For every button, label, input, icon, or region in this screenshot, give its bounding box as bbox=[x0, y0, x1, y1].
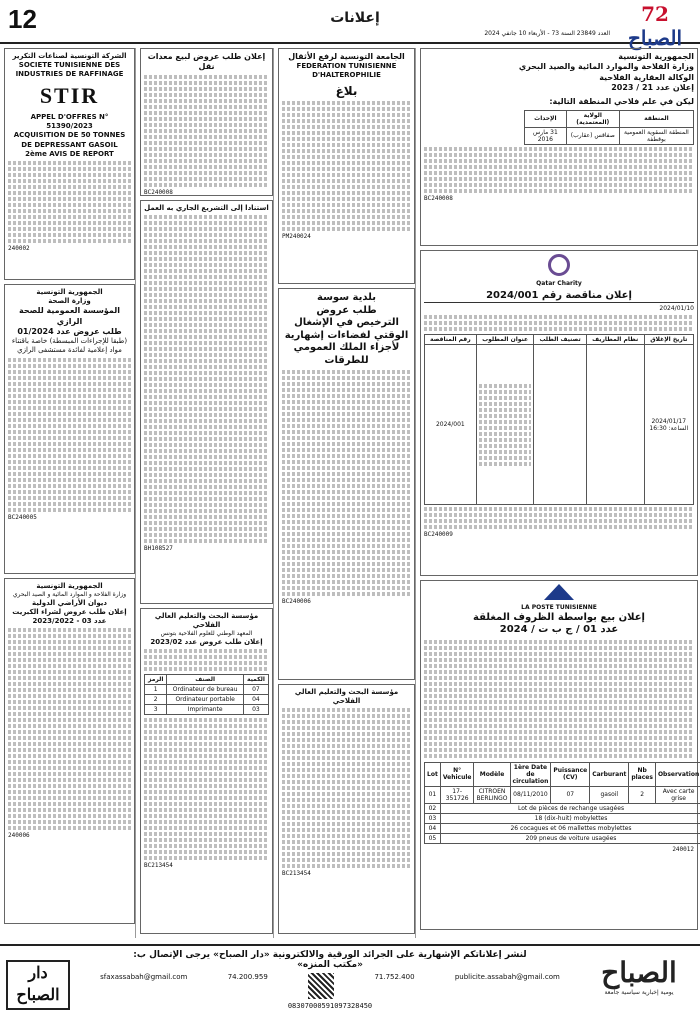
footer-email-sfax[interactable]: sfaxassabah@gmail.com bbox=[100, 973, 188, 981]
ad-razi-code: BC240005 bbox=[8, 513, 37, 521]
ad-razi-ref: طلب عروض عدد 01/2024 bbox=[17, 326, 122, 336]
ad-poste-ref: عدد 01 / ج ب ت / 2024 bbox=[499, 624, 619, 636]
qatar-table: تاريخ الإغلاق نظام المطاريف تصنيف الطلب عنوان المطلوب رقم المناقصة 2024/01/17 الساعة: 16:30 2024/001 bbox=[424, 334, 694, 505]
table-row: 2 Ordinateur portable 04 bbox=[145, 695, 269, 705]
afa-table: المنطقة الولاية (المعتمدية) الإحداث المنطقة السقوية العمومية بوقطفة صفاقس (عقارب) 31 مارس 2016 bbox=[524, 110, 694, 145]
footer-iban: 08307000591097328450 bbox=[287, 1002, 373, 1010]
ad-terres-org: ديوان الأراضي الدولية bbox=[32, 598, 107, 607]
ad-poste-code: 240012 bbox=[672, 845, 694, 853]
ad-inat-continued bbox=[278, 684, 415, 934]
column-2 bbox=[140, 48, 274, 938]
ad-inat-title: مؤسسة البحث والتعليم العالي الفلاحي bbox=[154, 612, 259, 630]
ad-stir-object: ACQUISITION DE 50 TONNES DE DEPRESSANT GASOIL bbox=[13, 131, 126, 149]
ad-afa-code: BC240008 bbox=[424, 194, 453, 202]
ad-halter-title: الجامعة التونسية لرفع الأثقال bbox=[288, 52, 405, 61]
inat-th-code: الرمز bbox=[145, 675, 167, 685]
ad-stir-avis: 2ème AVIS DE REPORT bbox=[25, 149, 114, 158]
ad-stir-title: SOCIETE TUNISIENNE DES INDUSTRIES DE RAFFINAGE bbox=[15, 61, 124, 79]
ad-terres bbox=[4, 578, 135, 924]
ad-afa-org: الوكالة العقارية الفلاحية bbox=[599, 72, 694, 82]
ad-sousse-head: الترخيص في الإشغال الوقتي لفضاءات إشهارية لأجزاء الملك العمومي للطرقات bbox=[284, 317, 409, 366]
ad-halter-head: بلاغ bbox=[335, 83, 358, 98]
section-title: إعلانات bbox=[330, 10, 380, 26]
ad-inat-code: BC213454 bbox=[144, 862, 173, 870]
inat-th-qty: الكمية bbox=[243, 675, 268, 685]
ad-qatar-charity bbox=[420, 250, 698, 576]
ad-legal-code: BH108527 bbox=[144, 545, 173, 553]
ad-vehicles-title: إعلان طلب عروض لبيع معدات نقل bbox=[147, 52, 266, 72]
footer-email-main[interactable]: publicite.assabah@gmail.com bbox=[454, 973, 560, 981]
ad-stir bbox=[4, 48, 135, 280]
ad-poste-head: إعلان بيع بواسطة الظروف المغلقة bbox=[473, 611, 645, 623]
ad-sousse-title: بلدية سوسة bbox=[317, 292, 376, 303]
table-row: 01 17-351726 CITROEN BERLINGO 08/11/2010 07 gasoil 2 Avec carte grise bbox=[425, 786, 700, 803]
assabah-footer-logo: الصباح يومية إخبارية سياسية جامعة bbox=[584, 956, 694, 997]
table-row: 05 209 pneus de voiture usagées bbox=[425, 833, 700, 843]
ad-vehicles-sale bbox=[140, 48, 273, 196]
ad-sousse bbox=[278, 288, 415, 680]
footer-phone-1[interactable]: 71.752.400 bbox=[374, 973, 415, 981]
ad-terres-sub: وزارة الفلاحة و الموارد المائية و الصيد البحري bbox=[12, 591, 127, 599]
ad-razi bbox=[4, 284, 135, 574]
ad-legal-notice bbox=[140, 200, 273, 604]
table-row: 02 Lot de pièces de rechange usagées bbox=[425, 803, 700, 813]
page-number: 12 bbox=[8, 4, 37, 34]
table-row: 2024/01/17 الساعة: 16:30 2024/001 bbox=[425, 345, 694, 505]
table-row: 3 Imprimante 03 bbox=[145, 705, 269, 715]
ad-vehicles-code: BC240008 bbox=[144, 188, 173, 196]
poste-logo: LA POSTE TUNISIENNE bbox=[424, 584, 694, 612]
qatar-charity-logo: Qatar Charity bbox=[424, 254, 694, 288]
ad-halterophilie bbox=[278, 48, 415, 284]
ad-terres-title: الجمهورية التونسية bbox=[36, 582, 103, 590]
ad-stir-title-ar: الشركة التونسية لصناعات التكرير bbox=[12, 52, 127, 60]
ad-razi-org: المؤسسة العمومية للصحة الرازي bbox=[18, 306, 121, 326]
ad-afa-min: وزارة الفلاحة والموارد المائية والصيد البحري bbox=[518, 62, 694, 72]
ad-halter-code: PM240024 bbox=[282, 232, 311, 240]
dar-assabah-logo: دار الصباح bbox=[6, 960, 70, 1010]
ad-razi-title: الجمهورية التونسية bbox=[36, 288, 103, 296]
ad-legal-title: استنادا إلى التشريع الجاري به العمل bbox=[144, 204, 269, 212]
inat-th-type: الصنف bbox=[167, 675, 243, 685]
poste-table: Lot N° Vehicule Modèle 1ère Date de circulation Puissance (CV) Carburant Nb places Observation 01 17-351726 CITROEN BERLINGO 08/11/2010 07 gasoil 2 Avec carte grise 02 Lot de pièces de rechange usagées 03 18 (dix-huit) mobylettes 04 26 cocagues et 06 mallettes mobylettes 05 209 pneus de voiture usagées bbox=[424, 762, 700, 844]
ad-razi-note: (طبقا للإجراءات المبسطة) خاصة باقتناء مواد إعلامية لفائدة مستشفى الرازي bbox=[11, 337, 128, 355]
ad-inat-ref: إعلان طلب عروض عدد 2023/02 bbox=[150, 637, 263, 646]
ad-halter-title-fr: FEDERATION TUNISIENNE D'HALTEROPHILIE bbox=[296, 62, 397, 80]
ad-terres-ref: إعلان طلب عروض لشراء الكبريت bbox=[12, 607, 127, 616]
qr-code-icon bbox=[308, 973, 334, 999]
ad-afa-lead: ليكن في علم فلاحي المنطقة التالية: bbox=[549, 96, 694, 106]
ad-razi-sub: وزارة الصحة bbox=[48, 297, 91, 306]
ad-qatar-date: 2024/01/10 bbox=[659, 305, 694, 313]
ad-qatar-head: إعلان مناقصة رقم 2024/001 bbox=[424, 290, 694, 304]
table-row: 04 26 cocagues et 06 mallettes mobylettes bbox=[425, 823, 700, 833]
issue-info: العدد 23849 السنة 73 - الأربعاء 10 جانفي 2024 bbox=[484, 30, 610, 37]
footer-tagline: يومية إخبارية سياسية جامعة bbox=[604, 989, 674, 996]
ad-afa-ref: إعلان عدد 21 / 2023 bbox=[611, 83, 694, 93]
page-footer bbox=[0, 944, 700, 1016]
footer-phone-2[interactable]: 74.200.959 bbox=[227, 973, 268, 981]
ad-inat2-title: مؤسسة البحث والتعليم العالي الفلاحي bbox=[294, 688, 399, 706]
ad-terres-num: عدد 03 - 2023/2022 bbox=[32, 617, 107, 626]
stir-logo: STIR bbox=[39, 83, 100, 109]
ad-stir-appel: APPEL D'OFFRES N° 51390/2023 bbox=[30, 113, 109, 131]
ad-stir-code: 240002 bbox=[8, 244, 30, 252]
column-3 bbox=[278, 48, 416, 938]
ad-afa-rep: الجمهورية التونسية bbox=[618, 52, 694, 61]
ad-afa bbox=[420, 48, 698, 246]
ad-inat-sub: المعهد الوطني للعلوم الفلاحية بتونس bbox=[160, 630, 253, 638]
column-4 bbox=[420, 48, 698, 938]
page-header bbox=[0, 0, 700, 50]
table-row: المنطقة السقوية العمومية بوقطفة صفاقس (عقارب) 31 مارس 2016 bbox=[525, 127, 694, 144]
ad-inat2-code: BC213454 bbox=[282, 870, 311, 878]
inat-table bbox=[144, 674, 269, 715]
ad-inat bbox=[140, 608, 273, 934]
table-row: 1 Ordinateur de bureau 07 bbox=[145, 685, 269, 695]
footer-office: «مكتب المنزه» bbox=[297, 960, 363, 970]
ad-poste bbox=[420, 580, 698, 930]
column-1 bbox=[4, 48, 136, 938]
ad-qatar-code: BC240009 bbox=[424, 531, 453, 539]
footer-contact bbox=[80, 950, 580, 1010]
newspaper-logo: 72 الصباح bbox=[627, 2, 683, 50]
footer-title: لنشر إعلاناتكم الإشهارية على الجرائد الورقية والالكترونية «دار الصباح» يرجى الإتصال ب: bbox=[133, 950, 527, 960]
ad-sousse-code: BC240006 bbox=[282, 598, 311, 605]
ad-sousse-sub: طلب عروض bbox=[316, 304, 377, 316]
table-row: 03 18 (dix-huit) mobylettes bbox=[425, 813, 700, 823]
ad-terres-code: 240006 bbox=[8, 832, 30, 840]
